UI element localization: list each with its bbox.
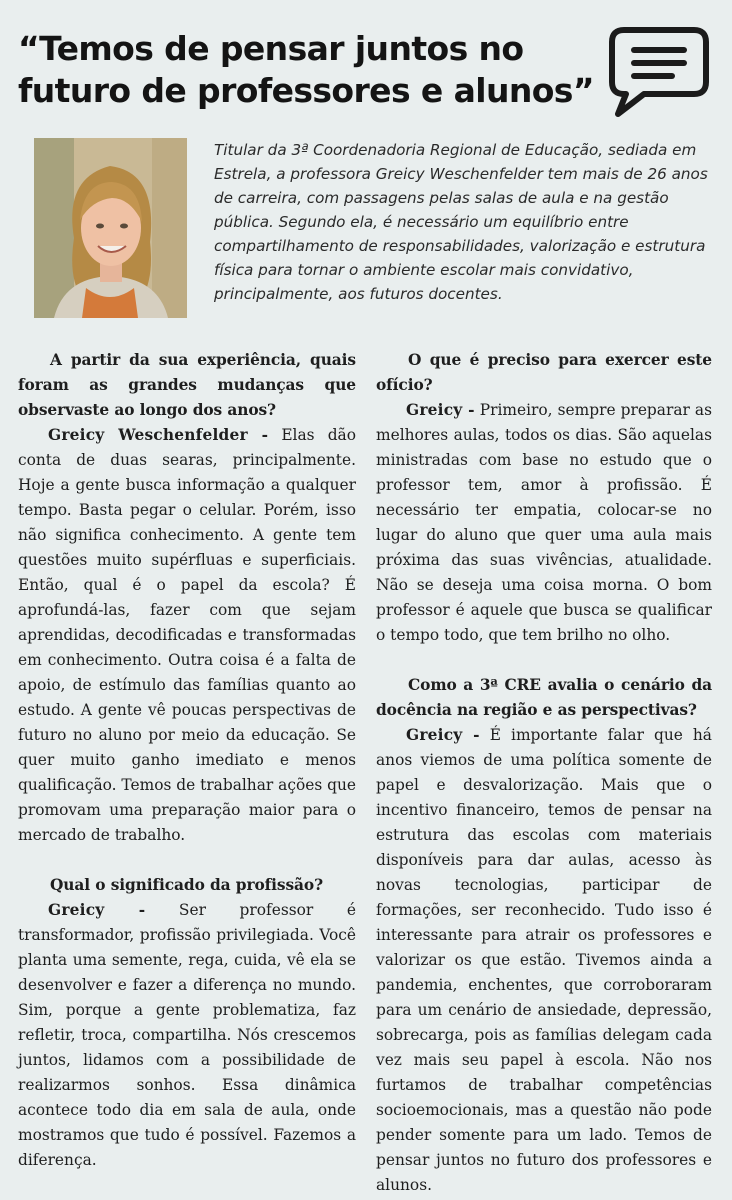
answer-text: Elas dão conta de duas searas, principalmente. Hoje a gente busca informação a qualquer tempo. Basta pegar o celular. Porém, isso não significa conhecimento. A gente tem questões muito supérfluas e superficiais. Então, qual é o papel da escola? É aprofundá-las, fazer com que sejam aprendidas, decodificadas e transformadas em conhecimento. Outra coisa é a falta de apoio, de estímulo das famílias quanto ao estudo. A gente vê poucas perspectivas de futuro no aluno por meio da educação. Se quer muito ganho imediato e menos qualificação. Temos de trabalhar ações que promovam uma preparação maior para o mercado de trabalho. <box>18 426 356 844</box>
speaker-name: Greicy - <box>406 726 480 744</box>
right-column <box>376 348 712 1198</box>
speaker-name: Greicy Weschenfelder - <box>48 426 269 444</box>
answer-text: Ser professor é transformador, profissão privilegiada. Você planta uma semente, rega, cuida, vê ela se desenvolver e fazer a diferença no mundo. Sim, porque a gente problematiza, faz refletir, troca, compartilha. Nós crescemos juntos, lidamos com a possibilidade de realizarmos sonhos. Essa dinâmica acontece todo dia em sala de aula, onde mostramos que tudo é possível. Fazemos a diferença. <box>18 901 356 1169</box>
speaker-name: Greicy - <box>48 901 146 919</box>
speech-bubble-icon <box>602 22 714 120</box>
question-3: O que é preciso para exercer este ofício? <box>376 351 712 394</box>
speaker-name: Greicy - <box>406 401 475 419</box>
portrait-photo <box>34 138 187 318</box>
article-headline: “Temos de pensar juntos no futuro de professores e alunos” <box>18 29 594 110</box>
answer-text: É importante falar que há anos viemos de uma política somente de papel e desvalorização. Mais que o incentivo financeiro, temos de pensar na estrutura das escolas com materiais disponíveis para dar aulas, acesso às novas tecnologias, participar de formações, ser reconhecido. Tudo isso é interessante para atrair os professores e valorizar os que estão. Tivemos ainda a pandemia, enchentes, que corroboraram para um cenário de ansiedade, depressão, sobrecarga, pois as famílias delegam cada vez mais seu papel à escola. Não nos furtamos de trabalhar competências socioemocionais, mas a questão não pode pender somente para um lado. Temos de pensar juntos no futuro dos professores e alunos. <box>376 726 712 1194</box>
answer-2 <box>18 898 356 1173</box>
answer-1 <box>18 423 356 848</box>
question-2: Qual o significado da profissão? <box>50 876 323 894</box>
question-4: Como a 3ª CRE avalia o cenário da docência na região e as perspectivas? <box>376 676 712 719</box>
answer-text: Primeiro, sempre preparar as melhores aulas, todos os dias. São aquelas ministradas com base no estudo que o professor tem, amor à profissão. É necessário ter empatia, colocar-se no lugar do aluno que quer uma aula mais próxima das suas vivências, atualidade. Não se deseja uma coisa morna. O bom professor é aquele que busca se qualificar o tempo todo, que tem brilho no olho. <box>376 401 712 644</box>
question-1: A partir da sua experiência, quais foram as grandes mudanças que observaste ao longo dos anos? <box>18 351 356 419</box>
intro-text: Titular da 3ª Coordenadoria Regional de Educação, sediada em Estrela, a professora Greicy Weschenfelder tem mais de 26 anos de carreira, com passagens pelas salas de aula e na gestão pública. Segundo ela, é necessário um equilíbrio entre compartilhamento de responsabilidades, valorização e estrutura física para tornar o ambiente escolar mais convidativo, principalmente, aos futuros docentes. <box>214 141 708 303</box>
answer-4 <box>376 723 712 1198</box>
answer-3 <box>376 398 712 648</box>
left-column <box>18 348 356 1173</box>
